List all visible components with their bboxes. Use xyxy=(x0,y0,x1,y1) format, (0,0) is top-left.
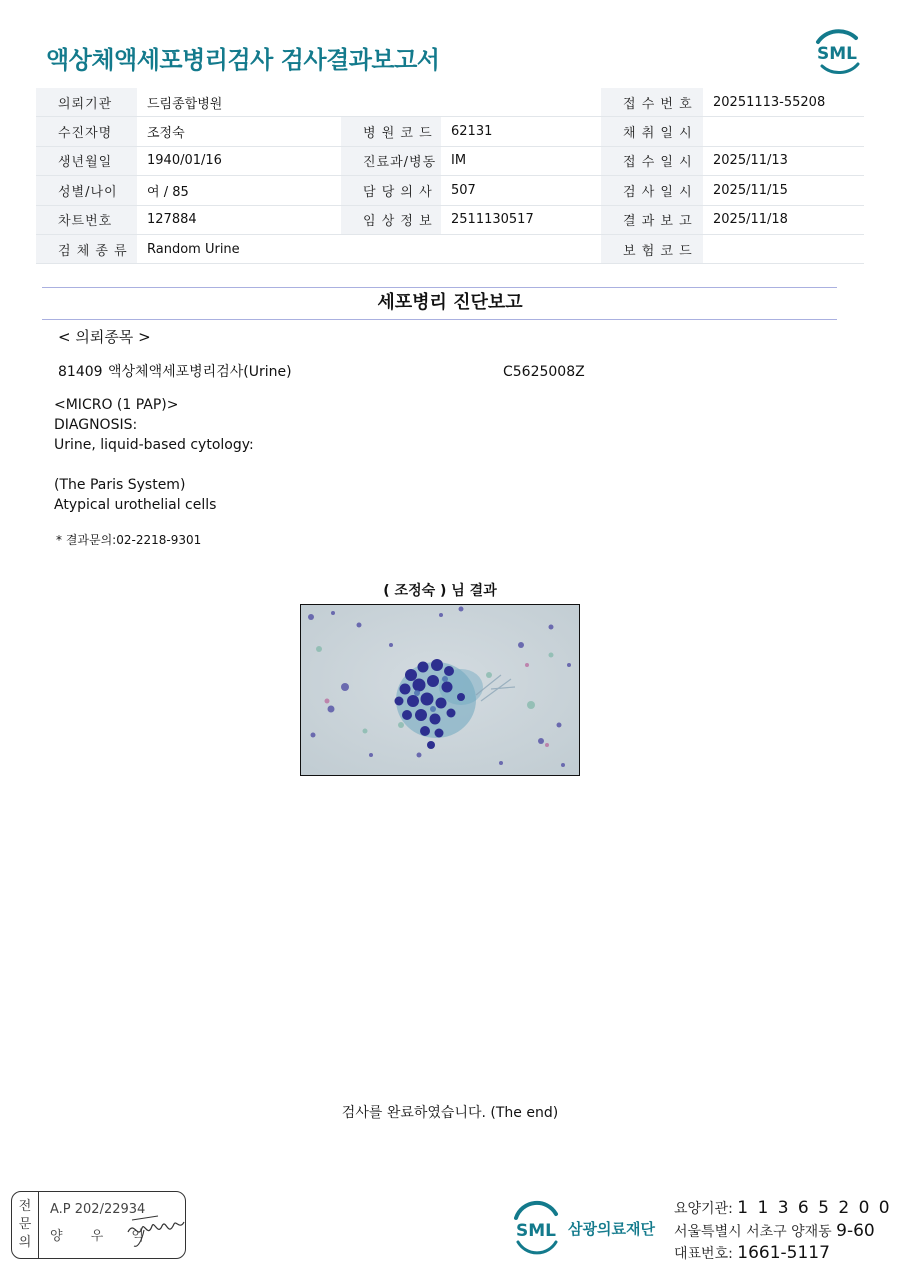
info-label: 임 상 정 보 xyxy=(341,205,441,234)
info-row xyxy=(36,88,864,117)
info-label xyxy=(341,88,441,117)
info-value: 2025/11/15 xyxy=(703,176,864,205)
blank-line xyxy=(54,455,254,475)
paris-system-line: (The Paris System) xyxy=(54,477,186,493)
info-label: 보 험 코 드 xyxy=(601,234,703,263)
info-label: 접 수 번 호 xyxy=(601,88,703,117)
micro-line: <MICRO (1 PAP)> xyxy=(54,397,179,413)
info-label: 검 체 종 류 xyxy=(36,234,137,263)
phone-label: 대표번호: xyxy=(674,1246,738,1262)
footer-phone xyxy=(674,1243,830,1263)
footer-institution-code xyxy=(674,1198,892,1218)
stamp-name: 양 우 익 xyxy=(50,1229,156,1244)
test-code: 81409 xyxy=(58,364,103,380)
cytology-image-graphic xyxy=(301,605,579,775)
stamp-side-char: 의 xyxy=(18,1235,32,1250)
info-value: 조정숙 xyxy=(137,117,341,146)
image-caption: ( 조정숙 ) 님 결과 xyxy=(383,583,497,599)
stamp-side-label xyxy=(12,1192,39,1258)
phone-value: 1661-5117 xyxy=(737,1243,830,1263)
info-label: 검 사 일 시 xyxy=(601,176,703,205)
institution-code-value: 1 1 3 6 5 2 0 0 xyxy=(737,1198,892,1218)
info-label: 차트번호 xyxy=(36,205,137,234)
info-value: 20251113-55208 xyxy=(703,88,864,117)
info-value: 507 xyxy=(441,176,601,205)
address-number: 9-60 xyxy=(836,1221,875,1241)
info-value: 2511130517 xyxy=(441,205,601,234)
patient-info-table xyxy=(36,88,864,264)
info-label xyxy=(341,234,441,263)
info-value: 여 / 85 xyxy=(137,176,341,205)
specimen-line: Urine, liquid-based cytology: xyxy=(54,437,254,453)
info-value xyxy=(441,234,601,263)
address-label: 서울특별시 서초구 양재동 xyxy=(674,1224,837,1240)
info-value: 드림종합병원 xyxy=(137,88,341,117)
info-value xyxy=(703,234,864,263)
info-label: 결 과 보 고 xyxy=(601,205,703,234)
info-label: 채 취 일 시 xyxy=(601,117,703,146)
info-value: 1940/01/16 xyxy=(137,146,341,175)
stamp-side-char: 문 xyxy=(18,1217,32,1232)
stamp-license: A.P 202/22934 xyxy=(50,1202,146,1217)
info-row xyxy=(36,234,864,263)
info-value: Random Urine xyxy=(137,234,341,263)
cytology-image xyxy=(300,604,580,776)
test-name: 액상체액세포병리검사(Urine) xyxy=(108,364,292,380)
info-value xyxy=(703,117,864,146)
info-label: 진료과/병동 xyxy=(341,146,441,175)
info-row xyxy=(36,117,864,146)
info-row xyxy=(36,146,864,175)
info-label: 접 수 일 시 xyxy=(601,146,703,175)
end-text: 검사를 완료하였습니다. (The end) xyxy=(341,1105,559,1121)
info-label: 담 당 의 사 xyxy=(341,176,441,205)
diagnosis-block xyxy=(54,395,254,515)
info-label: 수진자명 xyxy=(36,117,137,146)
info-value: 2025/11/18 xyxy=(703,205,864,234)
footer-address xyxy=(674,1221,875,1241)
info-value: 62131 xyxy=(441,117,601,146)
info-value: IM xyxy=(441,146,601,175)
sml-logo xyxy=(808,26,866,78)
signature-image xyxy=(124,1210,186,1250)
section-title: 세포병리 진단보고 xyxy=(377,292,523,313)
test-id: C5625008Z xyxy=(503,364,585,380)
info-label: 생년월일 xyxy=(36,146,137,175)
info-label: 병 원 코 드 xyxy=(341,117,441,146)
info-row xyxy=(36,176,864,205)
sml-logo-text: SML xyxy=(817,44,857,64)
diagnosis-result: Atypical urothelial cells xyxy=(54,497,217,513)
sml-footer-logo xyxy=(510,1200,562,1256)
institution-code-label: 요양기관: xyxy=(674,1201,738,1217)
specialist-stamp xyxy=(11,1191,186,1259)
info-value: 127884 xyxy=(137,205,341,234)
sml-footer-logo-text: SML xyxy=(516,1221,556,1241)
diagnosis-label: DIAGNOSIS: xyxy=(54,417,138,433)
info-label: 의뢰기관 xyxy=(36,88,137,117)
footer-org-name: 삼광의료재단 xyxy=(568,1220,655,1238)
info-value xyxy=(441,88,601,117)
report-title: 액상체액세포병리검사 검사결과보고서 xyxy=(46,46,440,74)
contact-note: * 결과문의:02-2218-9301 xyxy=(56,533,202,547)
info-value: 2025/11/13 xyxy=(703,146,864,175)
stamp-side-char: 전 xyxy=(18,1199,32,1214)
info-label: 성별/나이 xyxy=(36,176,137,205)
section-rule-bottom xyxy=(42,319,837,320)
request-heading: < 의뢰종목 > xyxy=(58,328,151,346)
info-row xyxy=(36,205,864,234)
